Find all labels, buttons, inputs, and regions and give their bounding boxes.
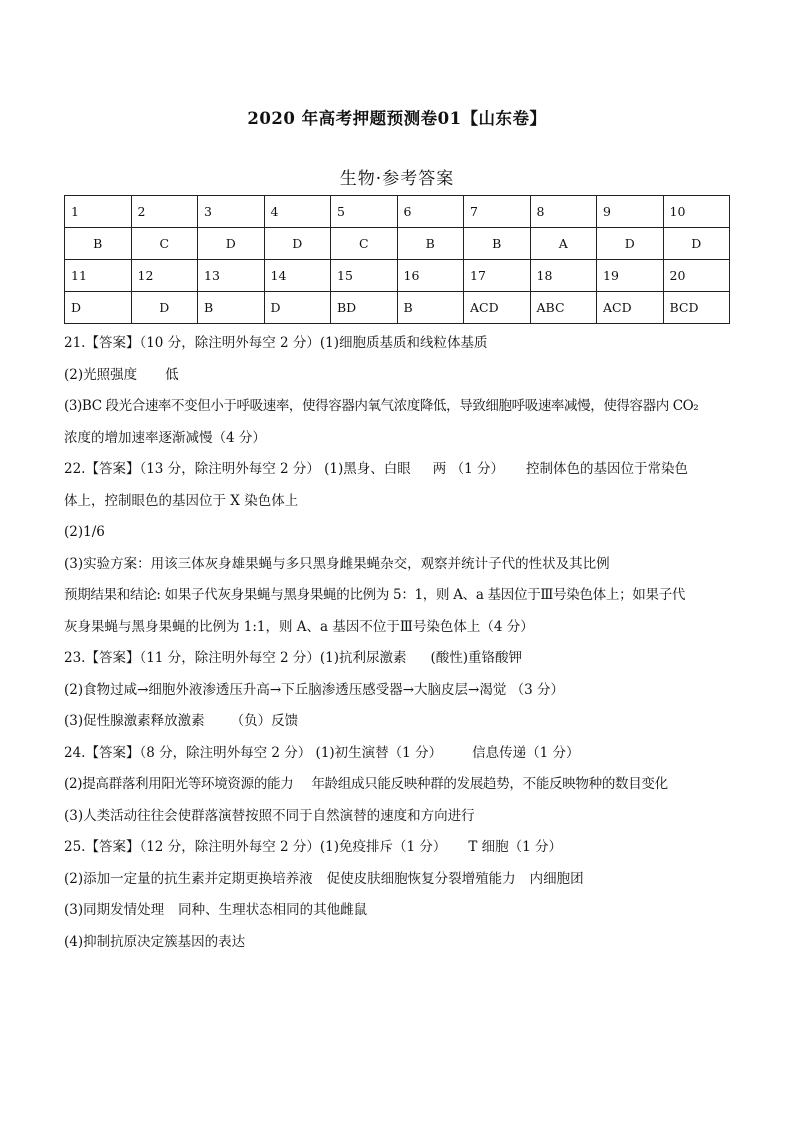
- q25-answer-part6: (3)同期发情处理: [64, 902, 165, 918]
- q25-answer-part7: 同种、生理状态相同的其他雌鼠: [178, 902, 368, 918]
- question-number-cell: 15: [331, 260, 398, 292]
- document-subtitle: 生物·参考答案: [339, 169, 455, 189]
- q25-line-1: [64, 836, 732, 868]
- question-number-cell: 4: [264, 196, 331, 228]
- q22-answer-part2: 两 （1 分）: [432, 461, 504, 477]
- q23-answer-part1: 23.【答案】（11 分，除注明外每空 2 分）(1)抗利尿激素: [64, 650, 407, 666]
- question-number-cell: 9: [597, 196, 664, 228]
- question-number-cell: 2: [131, 196, 198, 228]
- answer-cell: B: [464, 228, 531, 260]
- q22-line-3: (2)1/6: [64, 524, 105, 540]
- answer-cell: C: [131, 228, 198, 260]
- answer-cell: A: [530, 228, 597, 260]
- question-number-cell: 12: [131, 260, 198, 292]
- answer-cell: BCD: [663, 292, 730, 324]
- q22-line-2: 体上，控制眼色的基因位于 X 染色体上: [64, 492, 299, 509]
- q24-line-2: [64, 773, 732, 805]
- answer-table: [64, 195, 730, 324]
- answer-cell: D: [264, 228, 331, 260]
- q21-line-2: [64, 364, 732, 396]
- answer-cell: C: [331, 228, 398, 260]
- answer-cell: D: [597, 228, 664, 260]
- q25-answer-part2: T 细胞（1 分）: [468, 839, 563, 855]
- answer-cell: B: [397, 228, 464, 260]
- answer-cell: B: [65, 228, 132, 260]
- answer-cell: BD: [331, 292, 398, 324]
- answer-cell: D: [65, 292, 132, 324]
- q25-answer-part4: 促使皮肤细胞恢复分裂增殖能力: [326, 870, 516, 887]
- question-number-cell: 7: [464, 196, 531, 228]
- q23-answer-part3: (3)促性腺激素释放激素: [64, 713, 205, 729]
- q25-line-3: [64, 899, 732, 931]
- question-number-cell: 13: [198, 260, 265, 292]
- q24-answer-part2: 信息传递（1 分）: [472, 744, 580, 761]
- question-number-row: [65, 260, 730, 292]
- q21-line-3: (3)BC 段光合速率不变但小于呼吸速率，使得容器内氧气浓度降低，导致细胞呼吸速率减慢，使得容器内 CO₂: [64, 398, 699, 414]
- question-number-cell: 17: [464, 260, 531, 292]
- q22-line-1: [64, 458, 732, 490]
- q24-line-3: (3)人类活动往往会使群落演替按照不同于自然演替的速度和方向进行: [64, 807, 475, 824]
- answer-row: [65, 292, 730, 324]
- answer-cell: D: [264, 292, 331, 324]
- q22-line-5: 预期结果和结论: 如果子代灰身果蝇与黑身果蝇的比例为 5：1，则 A、a 基因位于Ⅲ号染色体上；如果子代: [64, 587, 686, 603]
- answer-cell: B: [397, 292, 464, 324]
- q22-line-6: 灰身果蝇与黑身果蝇的比例为 1:1，则 A、a 基因不位于Ⅲ号染色体上（4 分）: [64, 618, 534, 635]
- question-number-cell: 3: [198, 196, 265, 228]
- q25-answer-part3: (2)添加一定量的抗生素并定期更换培养液: [64, 870, 313, 887]
- answer-cell: ACD: [464, 292, 531, 324]
- q23-line-2: (2)食物过咸→细胞外液渗透压升高→下丘脑渗透压感受器→大脑皮层→渴觉 （3 分）: [64, 681, 565, 698]
- q23-line-3: [64, 710, 732, 742]
- q21-answer-light: (2)光照强度: [64, 366, 138, 383]
- q25-answer-part5: 内细胞团: [529, 870, 584, 887]
- question-number-cell: 10: [663, 196, 730, 228]
- document-title: 2020 年高考押题预测卷01【山东卷】: [247, 109, 547, 128]
- answer-cell: ABC: [530, 292, 597, 324]
- question-number-cell: 20: [663, 260, 730, 292]
- q23-line-1: [64, 647, 732, 679]
- answer-explanations: [64, 332, 732, 962]
- answer-cell: ACD: [597, 292, 664, 324]
- q21-line-1: 21.【答案】（10 分，除注明外每空 2 分）(1)细胞质基质和线粒体基质: [64, 335, 488, 351]
- q22-answer-part3: 控制体色的基因位于常染色: [525, 461, 688, 477]
- q25-line-2: [64, 868, 732, 900]
- question-number-cell: 19: [597, 260, 664, 292]
- answer-cell: D: [198, 228, 265, 260]
- question-number-cell: 8: [530, 196, 597, 228]
- answer-cell: D: [663, 228, 730, 260]
- q23-answer-part2: (酸性)重铬酸钾: [430, 650, 523, 666]
- q24-answer-part1: 24.【答案】（8 分，除注明外每空 2 分） (1)初生演替（1 分）: [64, 744, 443, 761]
- question-number-row: [65, 196, 730, 228]
- q24-answer-part4: 年龄组成只能反映种群的发展趋势，不能反映物种的数目变化: [311, 776, 668, 792]
- q21-line-4: 浓度的增加速率逐渐减慢（4 分）: [64, 429, 266, 446]
- question-number-cell: 14: [264, 260, 331, 292]
- question-number-cell: 16: [397, 260, 464, 292]
- question-number-cell: 11: [65, 260, 132, 292]
- q22-answer-part1: 22.【答案】（13 分，除注明外每空 2 分） (1)黑身、白眼: [64, 461, 411, 477]
- q23-answer-part4: （负）反馈: [230, 713, 299, 729]
- q24-answer-part3: (2)提高群落利用阳光等环境资源的能力: [64, 776, 294, 792]
- question-number-cell: 18: [530, 260, 597, 292]
- question-number-cell: 1: [65, 196, 132, 228]
- q24-line-1: [64, 742, 732, 774]
- answer-cell: D: [131, 292, 198, 324]
- q21-answer-low: 低: [165, 366, 179, 383]
- q25-answer-part1: 25.【答案】（12 分，除注明外每空 2 分）(1)免疫排斥（1 分）: [64, 839, 447, 855]
- q25-line-4: (4)抑制抗原决定簇基因的表达: [64, 933, 246, 950]
- q22-line-4: (3)实验方案：用该三体灰身雄果蝇与多只黑身雌果蝇杂交，观察并统计子代的性状及其比例: [64, 555, 610, 572]
- question-number-cell: 6: [397, 196, 464, 228]
- answer-row: [65, 228, 730, 260]
- question-number-cell: 5: [331, 196, 398, 228]
- answer-cell: B: [198, 292, 265, 324]
